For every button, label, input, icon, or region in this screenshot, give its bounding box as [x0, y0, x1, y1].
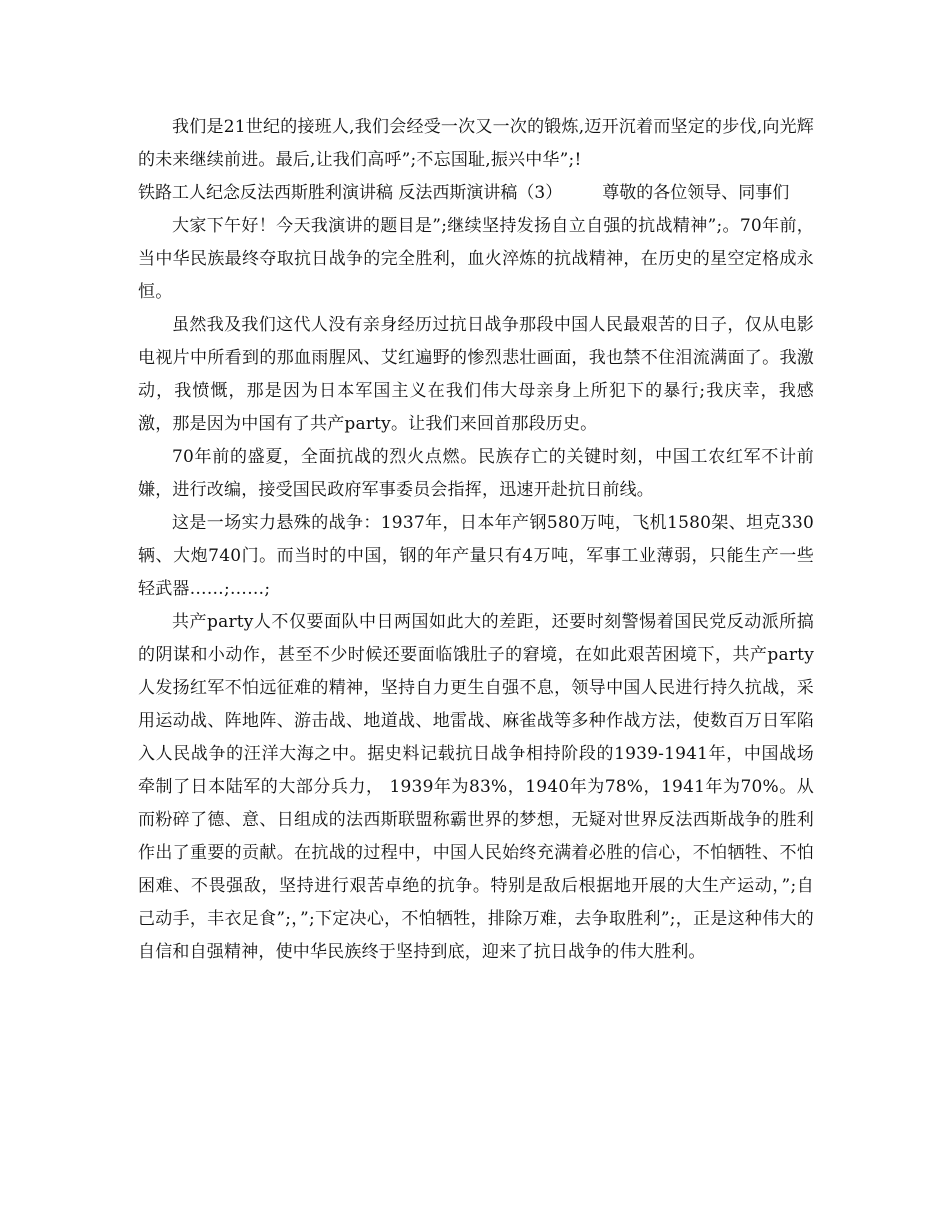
speech-title: 铁路工人纪念反法西斯胜利演讲稿 反法西斯演讲稿（3）	[138, 183, 563, 203]
closing-paragraph: 我们是21世纪的接班人,我们会经受一次又一次的锻炼,迈开沉着而坚定的步伐,向光辉的未来继续前进。最后,让我们高呼”;不忘国耻,振兴中华”;!	[138, 117, 814, 170]
body-paragraph-strength: 这是一场实力悬殊的战争：1937年，日本年产钢580万吨，飞机1580架、坦克330辆、大炮740门。而当时的中国，钢的年产量只有4万吨，军事工业薄弱，只能生产一些轻武器……;……;	[138, 513, 814, 599]
speech-salutation: 尊敬的各位领导、同事们	[602, 183, 790, 203]
body-paragraph-memory: 虽然我及我们这代人没有亲身经历过抗日战争那段中国人民最艰苦的日子，仅从电影电视片中所看到的那血雨腥风、艾红遍野的惨烈悲壮画面，我也禁不住泪流满面了。我激动，我愤慨，那是因为日本军国主义在我们伟大母亲身上所犯下的暴行;我庆幸，我感激，那是因为中国有了共产party。让我们来回首那段历史。	[138, 315, 814, 434]
body-paragraph-summer: 70年前的盛夏，全面抗战的烈火点燃。民族存亡的关键时刻，中国工农红军不计前嫌，进行改编，接受国民政府军事委员会指挥，迅速开赴抗日前线。	[138, 447, 814, 500]
speech-heading	[138, 177, 814, 210]
body-paragraph-greeting: 大家下午好！今天我演讲的题目是”;继续坚持发扬自立自强的抗战精神”;。70年前，当中华民族最终夺取抗日战争的完全胜利，血火淬炼的抗战精神，在历史的星空定格成永恒。	[138, 216, 814, 302]
body-paragraph-resistance: 共产party人不仅要面队中日两国如此大的差距，还要时刻警惕着国民党反动派所搞的阴谋和小动作，甚至不少时候还要面临饿肚子的窘境，在如此艰苦困境下，共产party人发扬红军不怕远征难的精神，坚持自力更生自强不息，领导中国人民进行持久抗战，采用运动战、阵地阵、游击战、地道战、地雷战、麻雀战等多种作战方法，使数百万日军陷入人民战争的汪洋大海之中。据史料记载抗日战争相持阶段的1939-1941年，中国战场牵制了日本陆军的大部分兵力， 1939年为83%，1940年为78%，1941年为70%。从而粉碎了德、意、日组成的法西斯联盟称霸世界的梦想，无疑对世界反法西斯战争的胜利作出了重要的贡献。在抗战的过程中，中国人民始终充满着必胜的信心，不怕牺牲、不怕困难、不畏强敌，坚持进行艰苦卓绝的抗争。特别是敌后根据地开展的大生产运动，”;自己动手，丰衣足食”;，”;下定决心，不怕牺牲，排除万难，去争取胜利”;，正是这种伟大的自信和自强精神，使中华民族终于坚持到底，迎来了抗日战争的伟大胜利。	[138, 612, 814, 962]
document-content	[138, 111, 814, 969]
